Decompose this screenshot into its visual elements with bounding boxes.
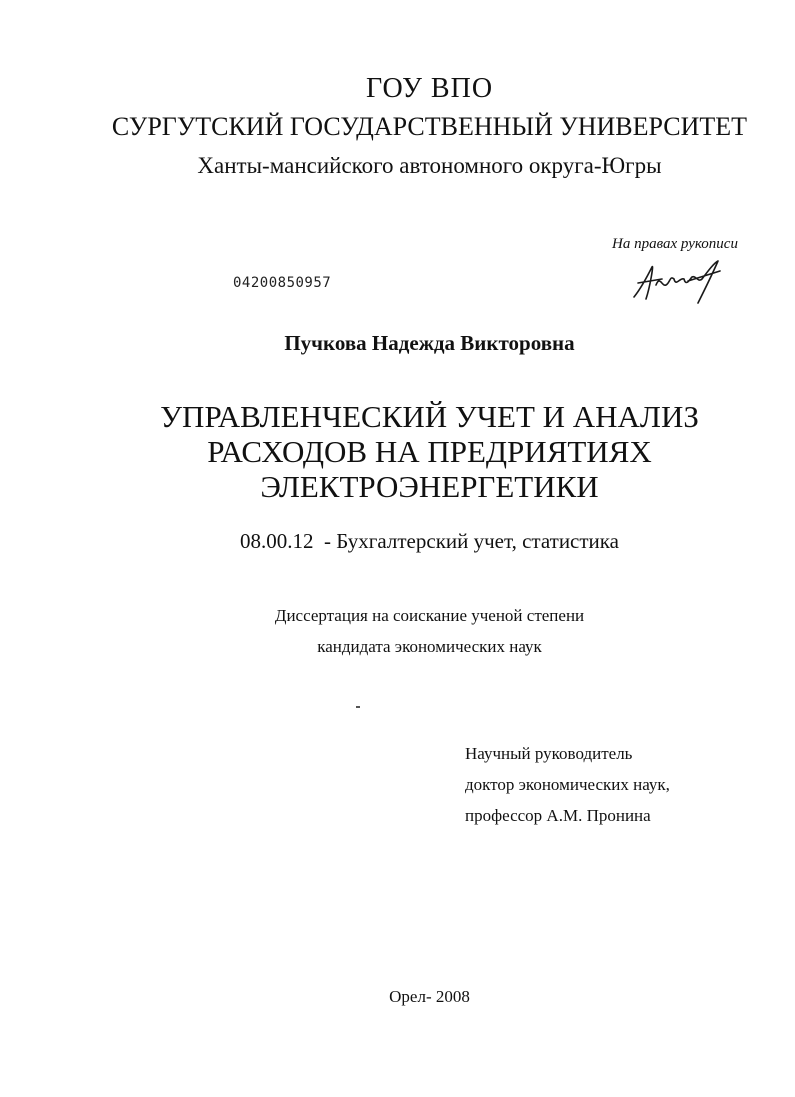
scan-speck <box>356 706 360 708</box>
city-year: Орел- 2008 <box>389 987 470 1006</box>
advisor-line-3: профессор А.М. Пронина <box>465 806 651 825</box>
org-line-1: ГОУ ВПО <box>365 73 494 104</box>
org-line-2: СУРГУТСКИЙ ГОСУДАРСТВЕННЫЙ УНИВЕРСИТЕТ <box>111 112 748 141</box>
advisor-line-2: доктор экономических наук, <box>465 775 670 794</box>
rights-note: На правах рукописи <box>612 236 738 252</box>
title-line-3: ЭЛЕКТРОЭНЕРГЕТИКИ <box>260 469 599 504</box>
specialty-code: 08.00.12 - Бухгалтерский учет, статистика <box>240 529 619 553</box>
degree-line-2: кандидата экономических наук <box>317 637 542 656</box>
advisor-line-1: Научный руководитель <box>465 744 633 763</box>
signature-icon <box>628 257 724 305</box>
org-line-3: Ханты-мансийского автономного округа-Югры <box>197 153 662 178</box>
degree-line-1: Диссертация на соискание ученой степени <box>274 606 585 625</box>
document-number: 04200850957 <box>233 275 332 291</box>
author-name: Пучкова Надежда Викторовна <box>284 331 575 355</box>
title-line-1: УПРАВЛЕНЧЕСКИЙ УЧЕТ И АНАЛИЗ <box>160 399 699 434</box>
title-line-2: РАСХОДОВ НА ПРЕДРИЯТИЯХ <box>207 434 652 469</box>
